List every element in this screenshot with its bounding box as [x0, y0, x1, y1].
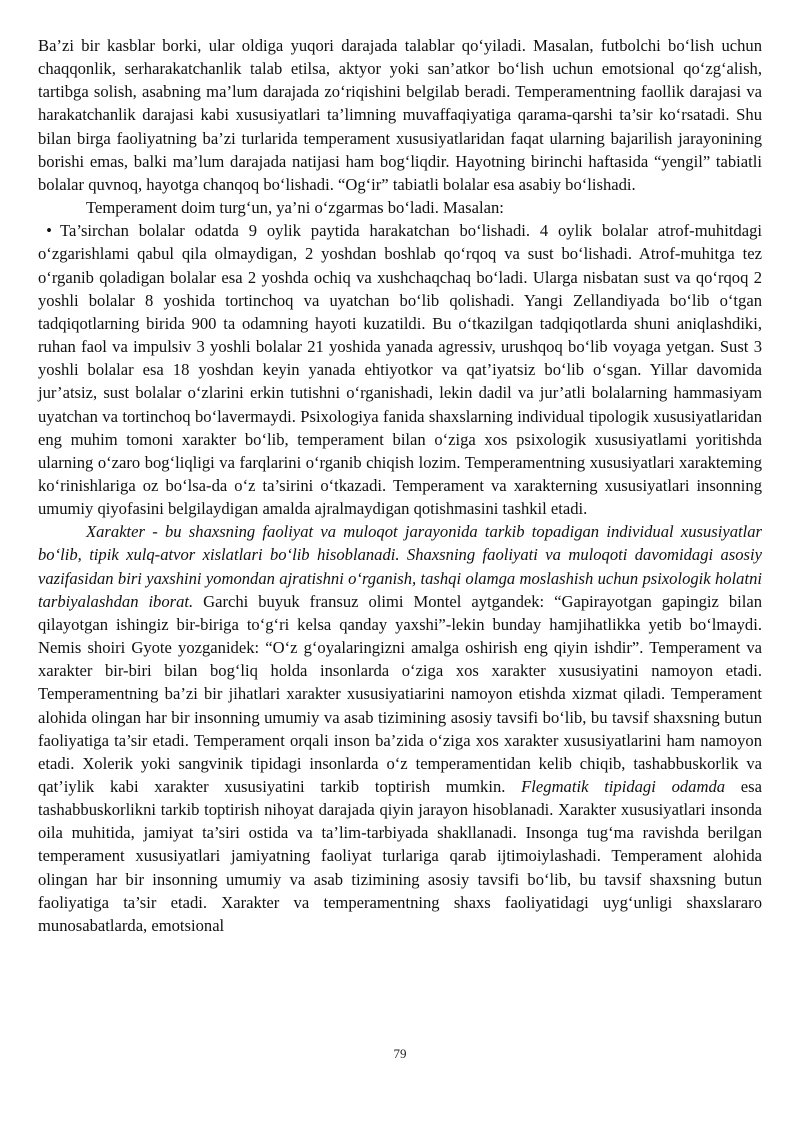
- bullet-marker: •: [46, 221, 52, 241]
- definition-italic: Xarakter - bu shaxsning faoliyat va muloqot jarayonida tarkib topadigan individual xususiyatlar bo‘lib, tipik xulq-atvor xislatlari bo‘lib hisoblanadi. Shaxsning faoliyati va muloqoti davomidagi asosiy vazifasidan biri yaxshini yomondan ajratishni o‘rganish, tashqi olamga moslashish uchun psixologik holatni tarbiyalashdan iborat.: [38, 522, 762, 611]
- page-number: 79: [393, 1046, 407, 1061]
- paragraph-4-text-a: Garchi buyuk fransuz olimi Montel aytgandek: “Gapirayotgan gapingiz bilan qilayotgan ishingiz bir-biriga to‘g‘ri kelsa qanday yaxshi”-lekin bunday hamjihatlikka yetib bo‘lmaydi. Nemis shoiri Gyote yozganidek: “O‘z g‘oyalaringizni amalga oshirish eng qiyin ishdir”. Temperament va xarakter bir-biri bilan bog‘liq holda insonlarda o‘ziga xos xarakter xususiyatini namoyon etadi. Temperamentning ba’zi bir jihatlari xarakter xususiyatiarini namoyon etishda xizmat qiladi. Temperament alohida olingan har bir insonning umumiy va asab tizimining asosiy tavsifi bo‘lib, bu tavsif shaxsning butun faoliyatiga ta’sir etadi. Temperament orqali inson ba’zida o‘ziga xos xarakter xususiyatlarini ham namoyon etadi. Xolerik yoki sangvinik tipidagi insonlarda o‘z temperamentidan kelib chiqib, tashabbuskorlik va qat’iylik kabi xarakter xususiyatini tarkib toptirish mumkin.: [38, 591, 763, 796]
- paragraph-1: Ba’zi bir kasblar borki, ular oldiga yuqori darajada talablar qo‘yiladi. Masalan, futbolchi bo‘lish uchun chaqqonlik, serharakatchanlik talab etilsa, aktyor yoki san’atkor bo‘lish uchun emotsional qo‘zg‘alish, tartibga solish, asabning ma’lum darajada zo‘riqishini belgilab beradi. Temperamentning faollik darajasi va harakatchanlik darajasi kabi xususiyatlari ta’limning muvaffaqiyatiga qarama-qarshi ta’sir ko‘rsatadi. Shu bilan birga faoliyatning ba’zi turlarida temperament xususiyatlaridan faqat ularning bajarilish jarayonining borishi emas, balki ma’lum darajada natijasi ham bog‘liqdir. Hayotning birinchi haftasida “yengil” tabiatli bolalar quvnoq, hayotga chanqoq bo‘lishadi. “Og‘ir” tabiatli bolalar esa asabiy bo‘lishadi.: [38, 36, 762, 194]
- paragraph-4-text-b: esa tashabbuskorlikni tarkib toptirish nihoyat darajada qiyin jarayon hisoblanadi. Xarakter xususiyatlari insonda oila muhitida, jamiyat ta’siri ostida va ta’lim-tarbiyada shakllanadi. Insonga tug‘ma ravishda berilgan temperament xususiyatlari jamiyatning faoliyat turlariga qarab ijtimoiylashadi. Temperament alohida olingan har bir insonning umumiy va asab tizimining asosiy tavsifi bo‘lib, bu tavsif shaxsning butun faoliyatiga ta’sir etadi. Xarakter va temperamentning shaxs faoliyatidagi uyg‘unligi shaxslararo munosabatlarda, emotsional: [38, 777, 762, 935]
- paragraph-4: [38, 520, 762, 937]
- document-page: [38, 34, 762, 937]
- bullet-text: Ta’sirchan bolalar odatda 9 oylik paytida harakatchan bo‘lishadi. 4 oylik bolalar atrof-muhitdagi o‘zgarishlami qabul qila olmaydigan, 2 yoshdan boshlab qo‘rqoq va sust bo‘lishadi. Atrof-muhitga tez o‘rganib qoladigan bolalar esa 2 yoshda ochiq va xushchaqchaq bo‘ladi. Ularga nisbatan sust va qo‘rqoq 2 yoshli bolalar 8 yoshida tortinchoq va uyatchan bo‘lib qolishadi. Yangi Zellandiyada bo‘lib o‘tgan tadqiqotlarning birida 900 ta odamning hayoti kuzatildi. Bu o‘tkazilgan tadqiqotlarda shuni aniqlashdiki, ruhan faol va impulsiv 3 yoshli bolalar 21 yoshida yanada agressiv, urushqoq bo‘lib voyaga yetgan. Sust 3 yoshli bolalar esa 18 yoshdan keyin yanada ehtiyotkor va qat’iyatsiz bo‘lib o‘sgan. Yillar davomida jur’atsiz, sust bolalar o‘zlarini erkin tutishni o‘rganishadi, lekin dadil va jur’atli bolalarning hammasiyam uyatchan va tortinchoq bo‘lavermaydi. Psixologiya fanida shaxslarning individual tipologik xususiyatlaridan eng muhim tomoni xarakter bo‘lib, temperament bilan o‘ziga xos psixologik xususiyatlami yoritishda ularning o‘zaro bog‘liqligi va farqlarini o‘rganib chiqish lozim. Temperamentning xususiyatlari xarakteming ko‘rinishlariga oz bo‘lsa-da o‘z ta’sirini o‘tkazadi. Temperament va xarakterning xususiyatlari insonning umumiy qiyofasini belgilaydigan amalda ajralmaydigan qotishmasini tashkil etadi.: [38, 221, 762, 519]
- bullet-paragraph: [38, 219, 762, 520]
- paragraph-2: Temperament doim turg‘un, ya’ni o‘zgarmas bo‘ladi. Masalan:: [86, 198, 504, 218]
- flegmatik-italic: Flegmatik tipidagi odamda: [521, 777, 726, 796]
